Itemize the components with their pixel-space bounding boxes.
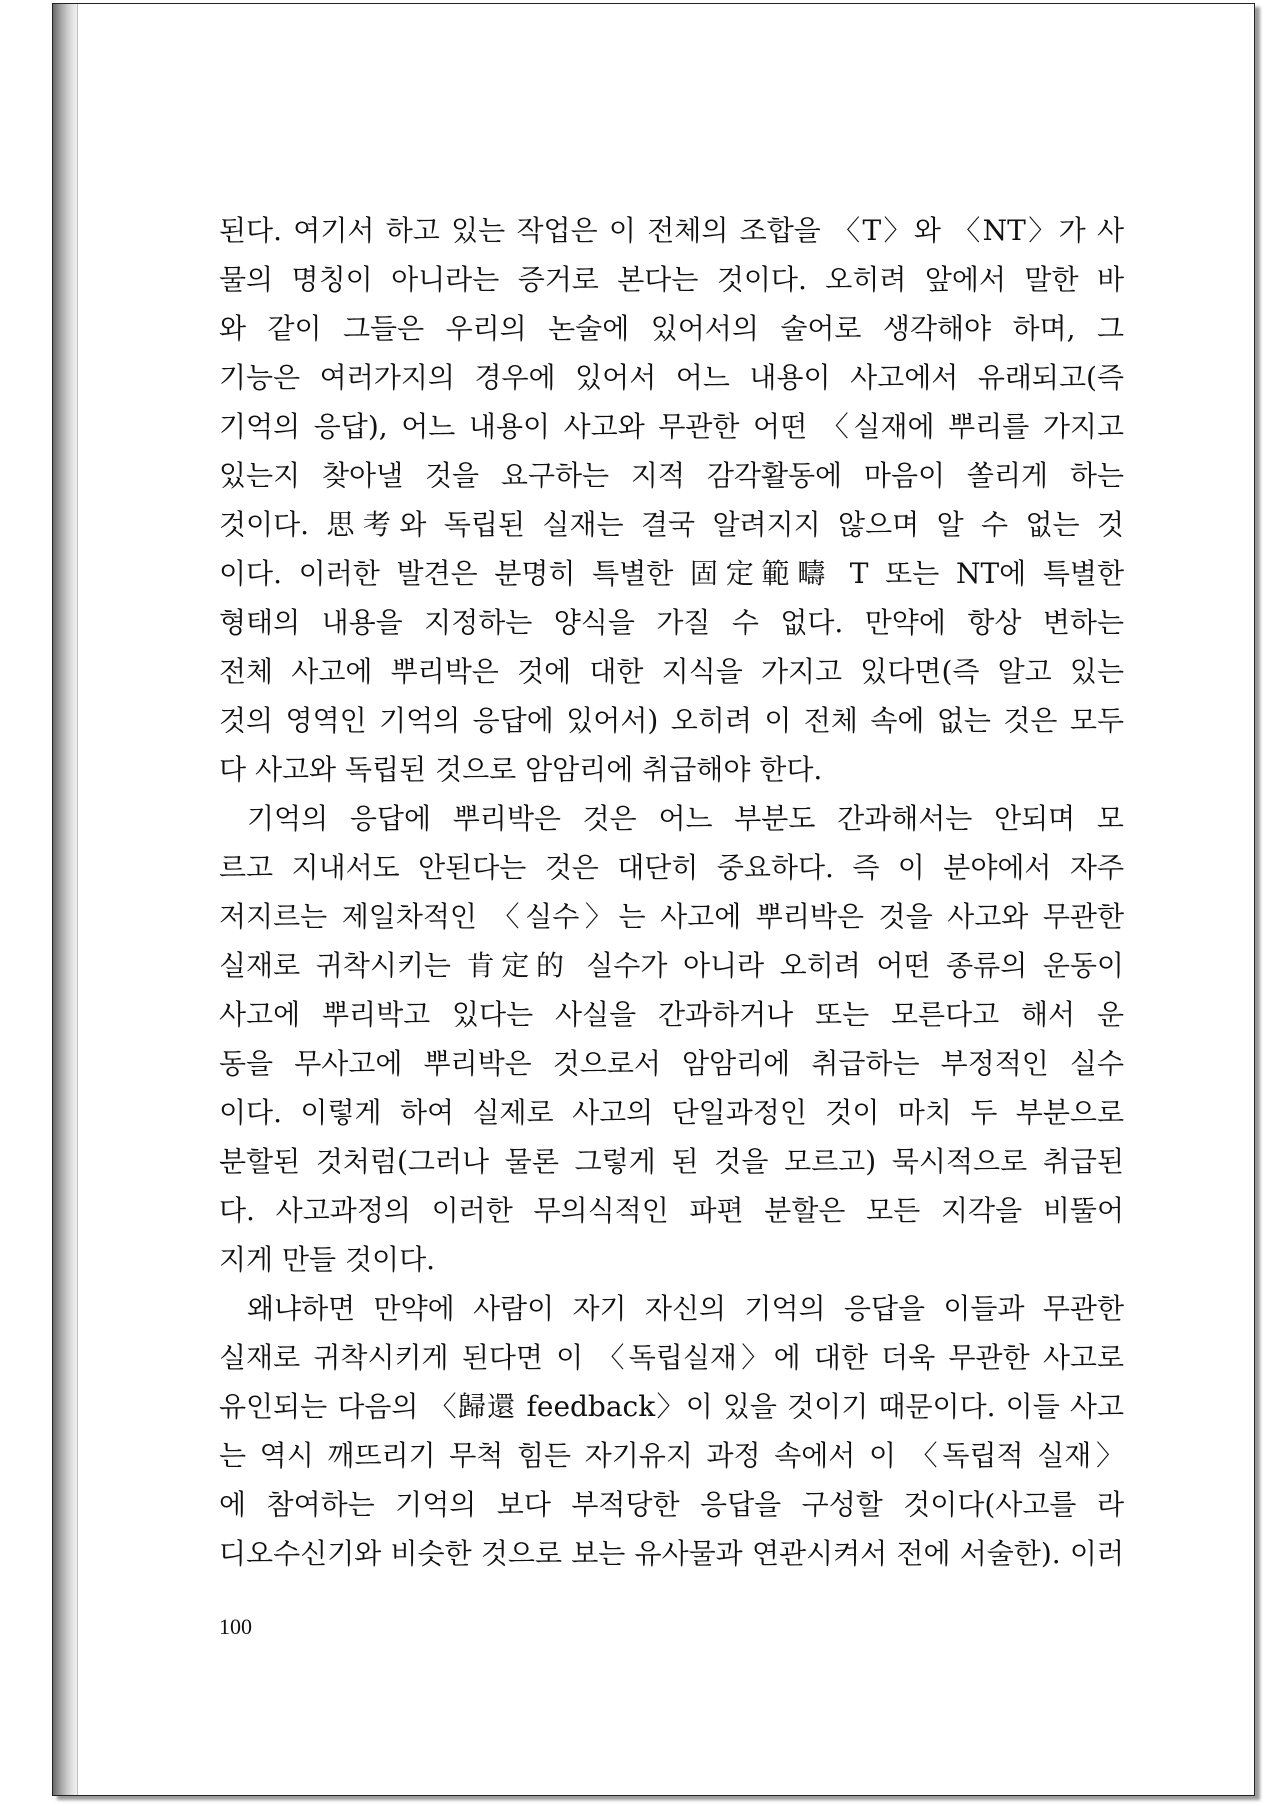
- text-line: 저지르는 제일차적인 〈실수〉는 사고에 뿌리박은 것을 사고와 무관한: [219, 900, 1124, 933]
- page-edge-shadow: [53, 4, 78, 1795]
- text-line: 실재로 귀착시키는 肯定的 실수가 아니라 오히려 어떤 종류의 운동이: [219, 949, 1124, 982]
- text-line: 것의 영역인 기억의 응답에 있어서) 오히려 이 전체 속에 없는 것은 모두: [219, 704, 1124, 737]
- text-line: 기능은 여러가지의 경우에 있어서 어느 내용이 사고에서 유래되고(즉: [219, 361, 1124, 394]
- text-line: 이다. 이렇게 하여 실제로 사고의 단일과정인 것이 마치 두 부분으로: [219, 1096, 1124, 1129]
- paragraph: [219, 794, 1124, 1284]
- text-line: 에 참여하는 기억의 보다 부적당한 응답을 구성할 것이다(사고를 라: [219, 1488, 1124, 1521]
- text-line: 물의 명칭이 아니라는 증거로 본다는 것이다. 오히려 앞에서 말한 바: [219, 263, 1124, 296]
- text-line: 와 같이 그들은 우리의 논술에 있어서의 술어로 생각해야 하며, 그: [219, 312, 1124, 345]
- text-line: 있는지 찾아낼 것을 요구하는 지적 감각활동에 마음이 쏠리게 하는: [219, 459, 1124, 492]
- text-line: 지게 만들 것이다.: [219, 1243, 436, 1276]
- paragraph: [219, 1284, 1124, 1578]
- text-line: 실재로 귀착시키게 된다면 이 〈독립실재〉에 대한 더욱 무관한 사고로: [219, 1341, 1124, 1374]
- text-line: 기억의 응답에 뿌리박은 것은 어느 부분도 간과해서는 안되며 모: [247, 802, 1124, 835]
- page-number: 100: [219, 1614, 252, 1639]
- text-line: 다. 사고과정의 이러한 무의식적인 파편 분할은 모든 지각을 비뚤어: [219, 1194, 1124, 1227]
- text-line: 르고 지내서도 안된다는 것은 대단히 중요하다. 즉 이 분야에서 자주: [219, 851, 1124, 884]
- text-line: 는 역시 깨뜨리기 무척 힘든 자기유지 과정 속에서 이 〈독립적 실재〉: [219, 1439, 1124, 1472]
- text-line: 동을 무사고에 뿌리박은 것으로서 암암리에 취급하는 부정적인 실수: [219, 1047, 1124, 1080]
- paragraph: [219, 206, 1124, 794]
- text-line: 왜냐하면 만약에 사람이 자기 자신의 기억의 응답을 이들과 무관한: [247, 1292, 1124, 1325]
- text-line: 사고에 뿌리박고 있다는 사실을 간과하거나 또는 모른다고 해서 운: [219, 998, 1124, 1031]
- text-line: 유인되는 다음의 〈歸還 feedback〉이 있을 것이기 때문이다. 이들 사고: [219, 1390, 1124, 1423]
- text-line: 분할된 것처럼(그러나 물론 그렇게 된 것을 모르고) 묵시적으로 취급된: [219, 1145, 1124, 1178]
- text-line: 디오수신기와 비슷한 것으로 보는 유사물과 연관시켜서 전에 서술한). 이러: [219, 1537, 1124, 1570]
- text-line: 것이다. 思考와 독립된 실재는 결국 알려지지 않으며 알 수 없는 것: [219, 508, 1124, 541]
- text-line: 된다. 여기서 하고 있는 작업은 이 전체의 조합을 〈T〉와 〈NT〉가 사: [219, 214, 1124, 247]
- text-line: 형태의 내용을 지정하는 양식을 가질 수 없다. 만약에 항상 변하는: [219, 606, 1124, 639]
- text-line: 기억의 응답), 어느 내용이 사고와 무관한 어떤 〈실재에 뿌리를 가지고: [219, 410, 1124, 443]
- text-line: 전체 사고에 뿌리박은 것에 대한 지식을 가지고 있다면(즉 알고 있는: [219, 655, 1124, 688]
- body-text: [219, 206, 1124, 1578]
- text-line: 이다. 이러한 발견은 분명히 특별한 固定範疇 T 또는 NT에 특별한: [219, 557, 1124, 590]
- text-line: 다 사고와 독립된 것으로 암암리에 취급해야 한다.: [219, 753, 823, 786]
